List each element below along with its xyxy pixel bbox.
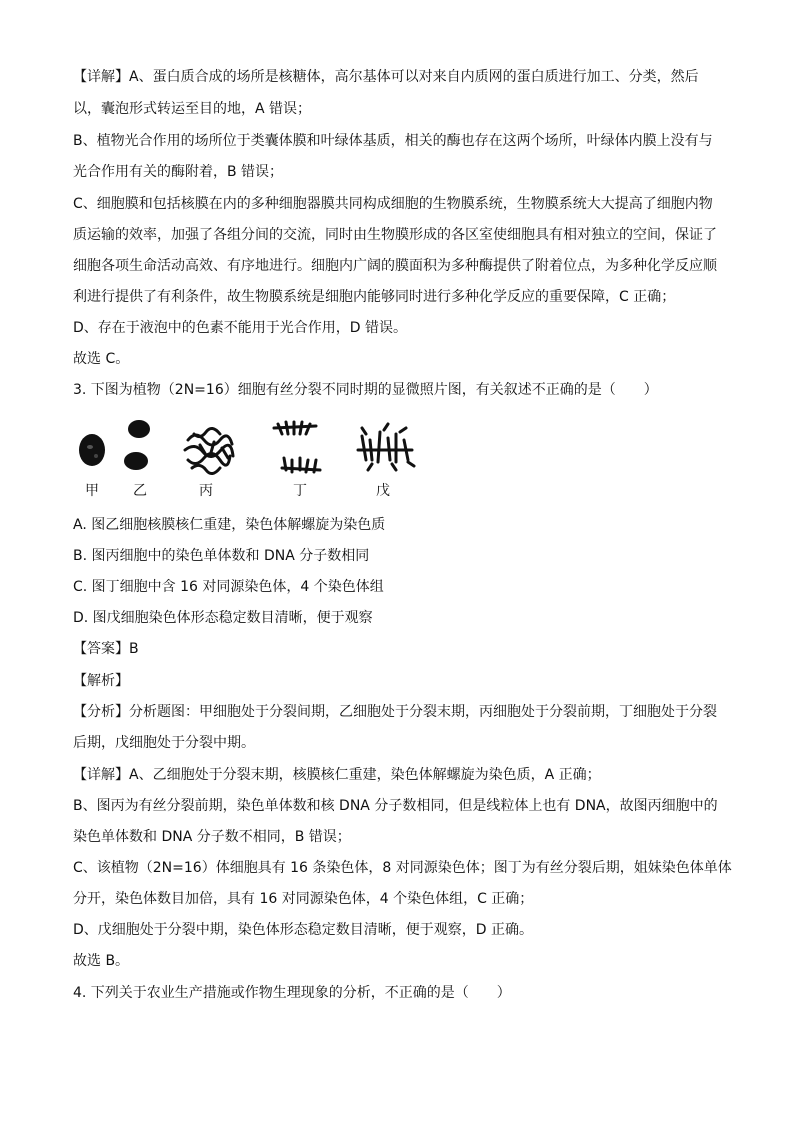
figure-label-jia: 甲: [85, 483, 99, 499]
analysis-line: 【详解】A、乙细胞处于分裂末期，核膜核仁重建，染色体解螺旋为染色质，A 正确；: [73, 767, 601, 783]
option-b: B. 图丙细胞中的染色单体数和 DNA 分子数相同: [73, 548, 370, 564]
option-c: C. 图丁细胞中含 16 对同源染色体，4 个染色体组: [73, 579, 384, 595]
cell-jia-image: [79, 434, 105, 466]
analysis-heading: 【解析】: [73, 673, 129, 689]
figure-label-yi: 乙: [133, 483, 147, 499]
option-a: A. 图乙细胞核膜核仁重建，染色体解螺旋为染色质: [73, 517, 386, 533]
analysis-line: C、该植物（2N=16）体细胞具有 16 条染色体，8 对同源染色体；图丁为有丝分裂后期，姐妹染色体单体: [73, 860, 732, 876]
analysis-line: B、图丙为有丝分裂前期，染色单体数和核 DNA 分子数相同，但是线粒体上也有 DNA，故图丙细胞中的: [73, 798, 718, 814]
option-d: D. 图戊细胞染色体形态稳定数目清晰，便于观察: [73, 610, 373, 626]
text-line: 故选 C。: [73, 351, 130, 367]
text-line: 【详解】A、蛋白质合成的场所是核糖体，高尔基体可以对来自内质网的蛋白质进行加工、分类，然后: [73, 69, 699, 85]
text-line: 利进行提供了有利条件，故生物膜系统是细胞内能够同时进行多种化学反应的重要保障，C 正确；: [73, 289, 676, 305]
text-line: B、植物光合作用的场所位于类囊体膜和叶绿体基质，相关的酶也存在这两个场所，叶绿体内膜上没有与: [73, 133, 713, 149]
text-line: D、存在于液泡中的色素不能用于光合作用，D 错误。: [73, 320, 408, 336]
cell-wu-image: [358, 424, 414, 470]
mitosis-micrograph-figure: [70, 410, 450, 500]
analysis-line: 【分析】分析题图：甲细胞处于分裂间期，乙细胞处于分裂末期，丙细胞处于分裂前期，丁细胞处于分裂: [73, 704, 717, 720]
analysis-line: D、戊细胞处于分裂中期，染色体形态稳定数目清晰，便于观察，D 正确。: [73, 922, 534, 938]
answer-line: 【答案】B: [73, 641, 139, 657]
text-line: 质运输的效率，加强了各组分间的交流，同时由生物膜形成的各区室使细胞具有相对独立的空间，保证了: [73, 227, 717, 243]
figure-label-bing: 丙: [199, 483, 213, 499]
text-line: 光合作用有关的酶附着，B 错误；: [73, 164, 284, 180]
figure-label-wu: 戊: [376, 483, 390, 499]
analysis-line: 故选 B。: [73, 953, 130, 969]
text-line: C、细胞膜和包括核膜在内的多种细胞器膜共同构成细胞的生物膜系统，生物膜系统大大提高了细胞内物: [73, 196, 713, 212]
cell-ding-image: [274, 422, 320, 472]
question-4-stem: 4. 下列关于农业生产措施或作物生理现象的分析，不正确的是（ ）: [73, 985, 511, 1001]
analysis-line: 染色单体数和 DNA 分子数不相同，B 错误；: [73, 829, 351, 845]
analysis-line: 后期，戊细胞处于分裂中期。: [73, 735, 255, 751]
cell-bing-image: [185, 428, 233, 473]
figure-label-ding: 丁: [293, 483, 307, 499]
cell-yi-image: [124, 420, 150, 470]
text-line: 细胞各项生命活动高效、有序地进行。细胞内广阔的膜面积为多种酶提供了附着位点，为多种化学反应顺: [73, 258, 717, 274]
question-3-stem: 3. 下图为植物（2N=16）细胞有丝分裂不同时期的显微照片图，有关叙述不正确的是（ ）: [73, 382, 658, 398]
text-line: 以，囊泡形式转运至目的地，A 错误；: [73, 101, 312, 117]
analysis-line: 分开，染色体数目加倍，具有 16 对同源染色体，4 个染色体组，C 正确；: [73, 891, 534, 907]
